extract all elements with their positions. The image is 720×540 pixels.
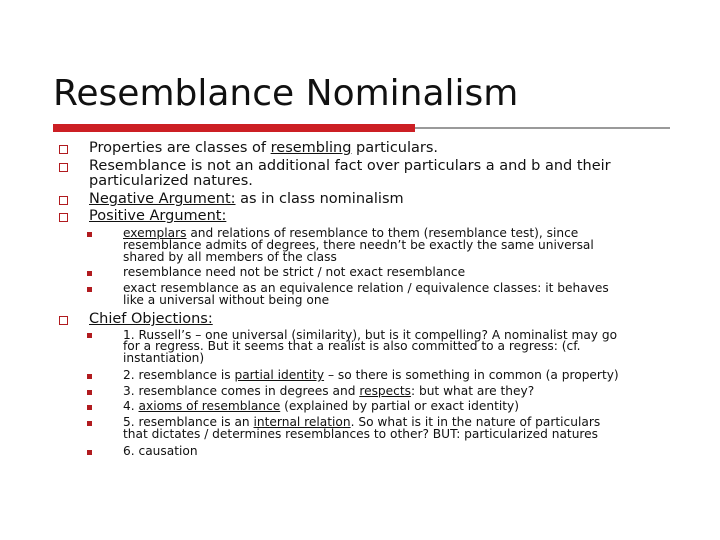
sub-bullet-equivalence-line-1: exact resemblance as an equivalence relation / equivalence classes: it behaves [123, 281, 609, 295]
bullet-positive-argument [89, 210, 649, 222]
sub-bullet-equivalence-line-2: like a universal without being one [123, 293, 330, 307]
bullet-properties: Properties are classes of resembling particulars. [89, 140, 439, 156]
objection-1-line-1: 1. Russell’s – one universal (similarity), but is it compelling? A nominalist may go [123, 328, 618, 342]
filled-square-bullet-icon [87, 405, 92, 410]
sub-bullet-exemplars-line-3: shared by all members of the class [123, 250, 337, 264]
bullet-resemblance-line-2: particularized natures. [89, 173, 253, 189]
bullet-negative-argument: Negative Argument: as in class nominalism [89, 191, 404, 207]
exemplars-link[interactable]: exemplars [123, 226, 187, 240]
hollow-square-bullet-icon [59, 316, 68, 325]
objection-1-line-2: for a regress. But it seems that a realist is also committed to a regress: (cf. [123, 339, 581, 353]
filled-square-bullet-icon [87, 287, 92, 292]
chief-objections-link[interactable]: Chief Objections: [89, 311, 213, 327]
hollow-square-bullet-icon [59, 145, 68, 154]
objection-6: 6. causation [123, 444, 198, 458]
bullet-resemblance-line-1: Resemblance is not an additional fact over particulars a and b and their [89, 158, 611, 174]
filled-square-bullet-icon [87, 374, 92, 379]
objection-3: 3. resemblance comes in degrees and respects: but what are they? [123, 384, 535, 398]
filled-square-bullet-icon [87, 450, 92, 455]
sub-bullet-exemplars-line-2: resemblance admits of degrees, there needn’t be exactly the same universal [123, 238, 594, 252]
filled-square-bullet-icon [87, 333, 92, 338]
sub-bullet-not-strict: resemblance need not be strict / not exact resemblance [123, 265, 466, 279]
internal-relation-link[interactable]: internal relation [253, 415, 351, 429]
objection-4: 4. axioms of resemblance (explained by partial or exact identity) [123, 399, 520, 413]
hollow-square-bullet-icon [59, 196, 68, 205]
objection-1-line-3: instantiation) [123, 351, 205, 365]
sub-bullet-exemplars-line-1: exemplars and relations of resemblance to them (resemblance test), since [123, 226, 579, 240]
filled-square-bullet-icon [87, 271, 92, 276]
positive-argument-link[interactable]: Positive Argument: [89, 208, 227, 224]
hollow-square-bullet-icon [59, 163, 68, 172]
filled-square-bullet-icon [87, 390, 92, 395]
filled-square-bullet-icon [87, 232, 92, 237]
hollow-square-bullet-icon [59, 213, 68, 222]
objection-5-line-2: that dictates / determines resemblances to other? BUT: particularized natures [123, 427, 599, 441]
bullet-chief-objections [89, 313, 649, 325]
objection-2: 2. resemblance is partial identity – so there is something in common (a property) [123, 368, 619, 382]
axioms-of-resemblance-link[interactable]: axioms of resemblance [138, 399, 281, 413]
negative-argument-link[interactable]: Negative Argument: [89, 191, 236, 207]
slide-title: Resemblance Nominalism [53, 73, 519, 114]
objection-5-line-1: 5. resemblance is an internal relation. So what is it in the nature of particulars [123, 415, 601, 429]
respects-link[interactable]: respects [359, 384, 411, 398]
filled-square-bullet-icon [87, 421, 92, 426]
partial-identity-link[interactable]: partial identity [234, 368, 325, 382]
resembling-link[interactable]: resembling [270, 140, 352, 156]
